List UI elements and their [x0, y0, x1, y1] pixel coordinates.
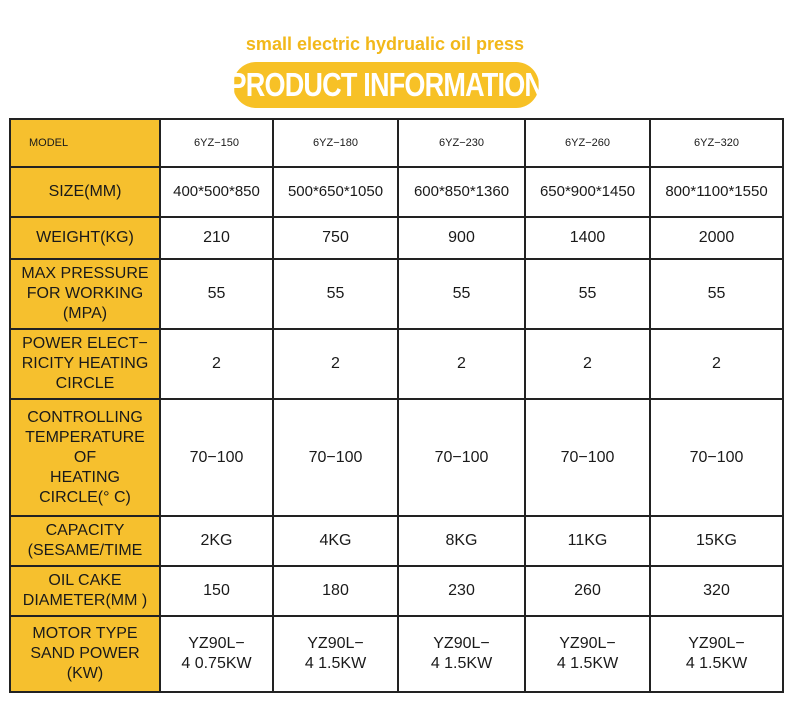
- row-label: CONTROLLING TEMPERATURE OF HEATING CIRCLE(° C): [10, 399, 160, 516]
- row-label: WEIGHT(KG): [10, 217, 160, 259]
- title-banner: [228, 62, 544, 108]
- table-cell: 15KG: [650, 516, 783, 566]
- table-cell: 260: [525, 566, 650, 616]
- table-cell: 320: [650, 566, 783, 616]
- table-cell: 500*650*1050: [273, 167, 398, 217]
- table-row: [10, 119, 783, 167]
- table-cell: 55: [398, 259, 525, 329]
- row-label: SIZE(MM): [10, 167, 160, 217]
- table-row: [10, 167, 783, 217]
- table-cell: 600*850*1360: [398, 167, 525, 217]
- spec-table: [9, 118, 784, 693]
- table-cell: 2KG: [160, 516, 273, 566]
- table-cell: 2000: [650, 217, 783, 259]
- table-cell: YZ90L− 4 0.75KW: [160, 616, 273, 692]
- table-row: [10, 516, 783, 566]
- row-label: OIL CAKE DIAMETER(MM ): [10, 566, 160, 616]
- table-cell: 400*500*850: [160, 167, 273, 217]
- table-cell: 6YZ−230: [398, 119, 525, 167]
- table-cell: 55: [525, 259, 650, 329]
- table-cell: 70−100: [525, 399, 650, 516]
- table-cell: 230: [398, 566, 525, 616]
- row-label: MODEL: [10, 119, 160, 167]
- row-label: MOTOR TYPE SAND POWER (KW): [10, 616, 160, 692]
- row-label: POWER ELECT− RICITY HEATING CIRCLE: [10, 329, 160, 399]
- table-row: [10, 399, 783, 516]
- table-cell: 2: [650, 329, 783, 399]
- table-cell: 70−100: [398, 399, 525, 516]
- table-cell: 900: [398, 217, 525, 259]
- table-row: [10, 566, 783, 616]
- table-cell: 1400: [525, 217, 650, 259]
- table-cell: YZ90L− 4 1.5KW: [525, 616, 650, 692]
- table-cell: 55: [650, 259, 783, 329]
- table-cell: 55: [273, 259, 398, 329]
- table-cell: YZ90L− 4 1.5KW: [273, 616, 398, 692]
- row-label: CAPACITY (SESAME/TIME: [10, 516, 160, 566]
- table-row: [10, 217, 783, 259]
- table-cell: 180: [273, 566, 398, 616]
- table-cell: YZ90L− 4 1.5KW: [398, 616, 525, 692]
- table-cell: 2: [273, 329, 398, 399]
- table-row: [10, 259, 783, 329]
- table-cell: 11KG: [525, 516, 650, 566]
- table-cell: YZ90L− 4 1.5KW: [650, 616, 783, 692]
- table-cell: 2: [398, 329, 525, 399]
- table-cell: 6YZ−150: [160, 119, 273, 167]
- table-cell: 70−100: [160, 399, 273, 516]
- table-cell: 750: [273, 217, 398, 259]
- table-cell: 70−100: [650, 399, 783, 516]
- banner-title: PRODUCT INFORMATION: [228, 66, 544, 103]
- table-cell: 6YZ−320: [650, 119, 783, 167]
- table-cell: 150: [160, 566, 273, 616]
- page-subtitle: small electric hydrualic oil press: [245, 34, 525, 54]
- table-cell: 4KG: [273, 516, 398, 566]
- table-cell: 2: [160, 329, 273, 399]
- row-label: MAX PRESSURE FOR WORKING (MPA): [10, 259, 160, 329]
- table-cell: 6YZ−180: [273, 119, 398, 167]
- table-cell: 70−100: [273, 399, 398, 516]
- table-row: [10, 616, 783, 692]
- table-cell: 650*900*1450: [525, 167, 650, 217]
- table-cell: 210: [160, 217, 273, 259]
- table-cell: 6YZ−260: [525, 119, 650, 167]
- table-cell: 8KG: [398, 516, 525, 566]
- table-cell: 55: [160, 259, 273, 329]
- table-cell: 800*1100*1550: [650, 167, 783, 217]
- table-row: [10, 329, 783, 399]
- table-cell: 2: [525, 329, 650, 399]
